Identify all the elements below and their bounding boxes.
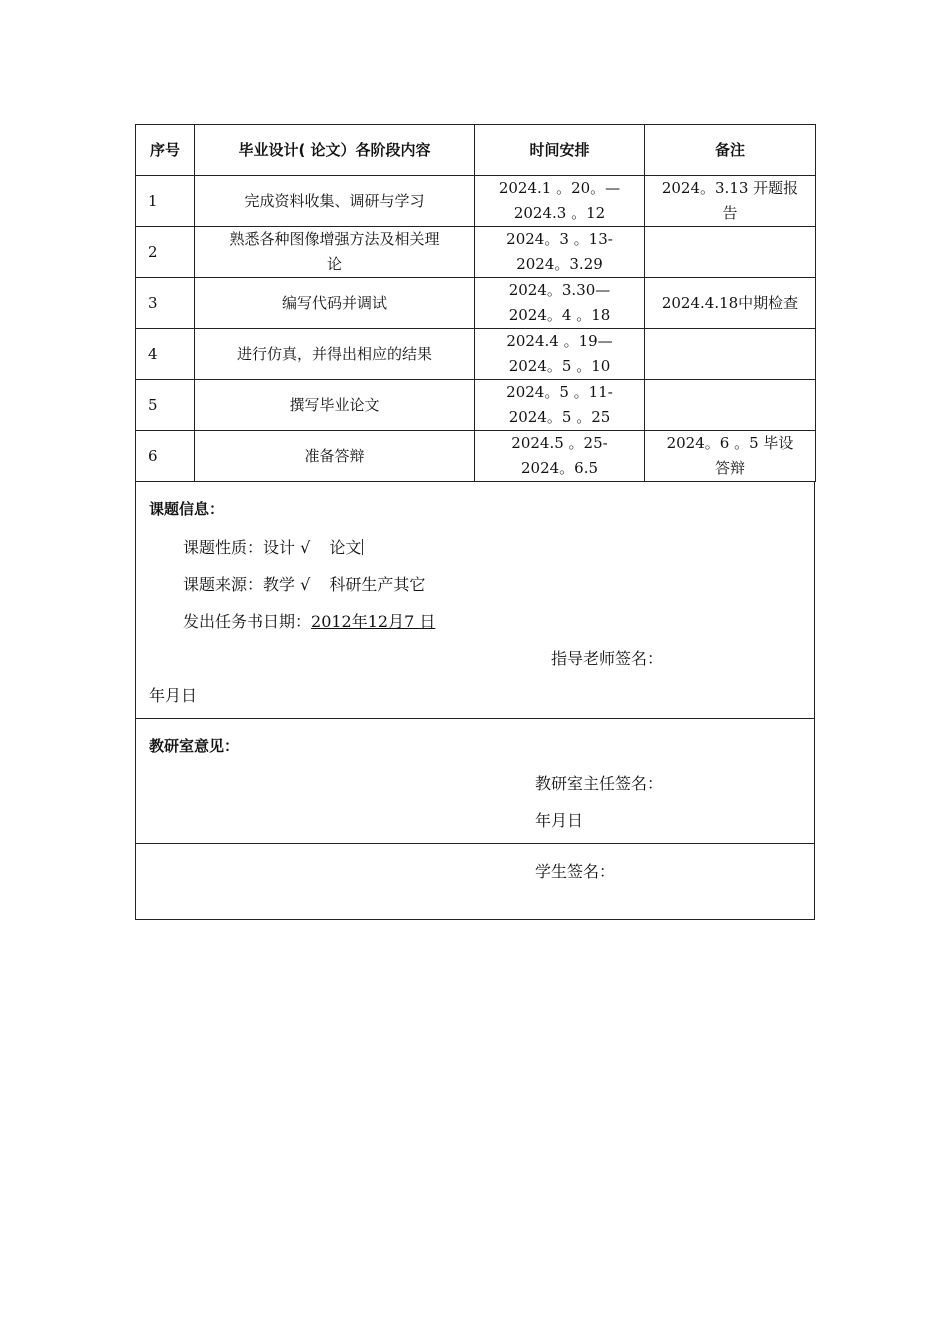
- topic-nature-line: [183, 535, 363, 558]
- table-header-row: [136, 125, 816, 176]
- table-row: [136, 176, 816, 227]
- task-form: [135, 124, 815, 920]
- time-schedule: [475, 380, 645, 431]
- remark: [645, 278, 816, 329]
- remark-line: 2024。6 。5 毕设: [666, 434, 794, 452]
- time-schedule-line: 2024。3.29: [516, 255, 603, 273]
- stage-content: 编写代码并调试: [195, 278, 475, 329]
- department-opinion-section: [135, 719, 815, 844]
- time-schedule: [475, 176, 645, 227]
- time-schedule-line: 2024。5 。11-: [506, 383, 613, 401]
- header-time: 时间安排: [475, 125, 645, 176]
- stage-content-line: 熟悉各种图像增强方法及相关理: [229, 230, 440, 248]
- stage-content: 撰写毕业论文: [195, 380, 475, 431]
- row-number: 6: [136, 431, 195, 482]
- remark-line: 2024。3.13 开题报: [661, 179, 799, 197]
- issue-date-label: 发出任务书日期：: [183, 612, 312, 631]
- topic-info-heading: 课题信息：: [149, 500, 225, 518]
- topic-info-section: [135, 482, 815, 719]
- time-schedule-line: 2024.5 。25-: [511, 434, 608, 452]
- time-schedule: [475, 278, 645, 329]
- thesis-option: 论文: [329, 538, 362, 557]
- stage-content-line: 论: [326, 255, 342, 273]
- time-schedule: [475, 227, 645, 278]
- row-number: 1: [136, 176, 195, 227]
- director-date-label: 年月日: [535, 811, 584, 830]
- remark-line: 2024.4.18中期检查: [661, 293, 799, 312]
- time-schedule-line: 2024。3.30—: [508, 281, 611, 299]
- remark-line: 告: [722, 204, 738, 222]
- table-row: [136, 278, 816, 329]
- stage-content: 完成资料收集、调研与学习: [195, 176, 475, 227]
- time-schedule-line: 2024.3 。12: [513, 204, 606, 222]
- time-schedule-line: 2024.4 。19—: [506, 332, 613, 350]
- student-signature-section: [135, 844, 815, 920]
- time-schedule: [475, 329, 645, 380]
- row-number: 4: [136, 329, 195, 380]
- row-number: 5: [136, 380, 195, 431]
- header-note: 备注: [645, 125, 816, 176]
- topic-nature-label: 课题性质：设计: [183, 538, 296, 557]
- source-other-options: 科研生产其它: [329, 575, 426, 594]
- time-schedule-line: 2024。5 。25: [508, 408, 611, 426]
- text-cursor: [362, 539, 363, 555]
- remark: [645, 227, 816, 278]
- remark: [645, 176, 816, 227]
- header-content: 毕业设计( 论文）各阶段内容: [195, 125, 475, 176]
- time-schedule-line: 2024.1 。20。—: [498, 179, 621, 197]
- stage-content: 进行仿真，并得出相应的结果: [195, 329, 475, 380]
- schedule-table: [135, 124, 816, 482]
- time-schedule-line: 2024。5 。10: [508, 357, 611, 375]
- row-number: 2: [136, 227, 195, 278]
- remark: [645, 431, 816, 482]
- student-signature-label: 学生签名：: [535, 862, 616, 881]
- advisor-signature-label: 指导老师签名：: [551, 649, 664, 668]
- header-no: 序号: [136, 125, 195, 176]
- department-opinion-heading: 教研室意见：: [149, 737, 240, 755]
- time-schedule-line: 2024。6.5: [520, 459, 599, 477]
- table-row: [136, 329, 816, 380]
- topic-source-label: 课题来源：教学: [183, 575, 296, 594]
- remark: [645, 380, 816, 431]
- remark-line: 答辩: [714, 459, 745, 477]
- time-schedule-line: 2024。4 。18: [508, 306, 611, 324]
- advisor-date-label: 年月日: [149, 686, 198, 705]
- table-row: [136, 380, 816, 431]
- stage-content: 准备答辩: [195, 431, 475, 482]
- director-signature-label: 教研室主任签名：: [535, 774, 664, 793]
- time-schedule: [475, 431, 645, 482]
- stage-content: [195, 227, 475, 278]
- time-schedule-line: 2024。3 。13-: [506, 230, 613, 248]
- teaching-checkmark: √: [300, 575, 311, 594]
- issue-date-value: 2012年12月7 日: [311, 612, 436, 631]
- issue-date-line: [183, 609, 435, 632]
- row-number: 3: [136, 278, 195, 329]
- table-row: [136, 227, 816, 278]
- topic-source-line: [183, 572, 425, 595]
- table-row: [136, 431, 816, 482]
- design-checkmark: √: [300, 538, 311, 557]
- remark: [645, 329, 816, 380]
